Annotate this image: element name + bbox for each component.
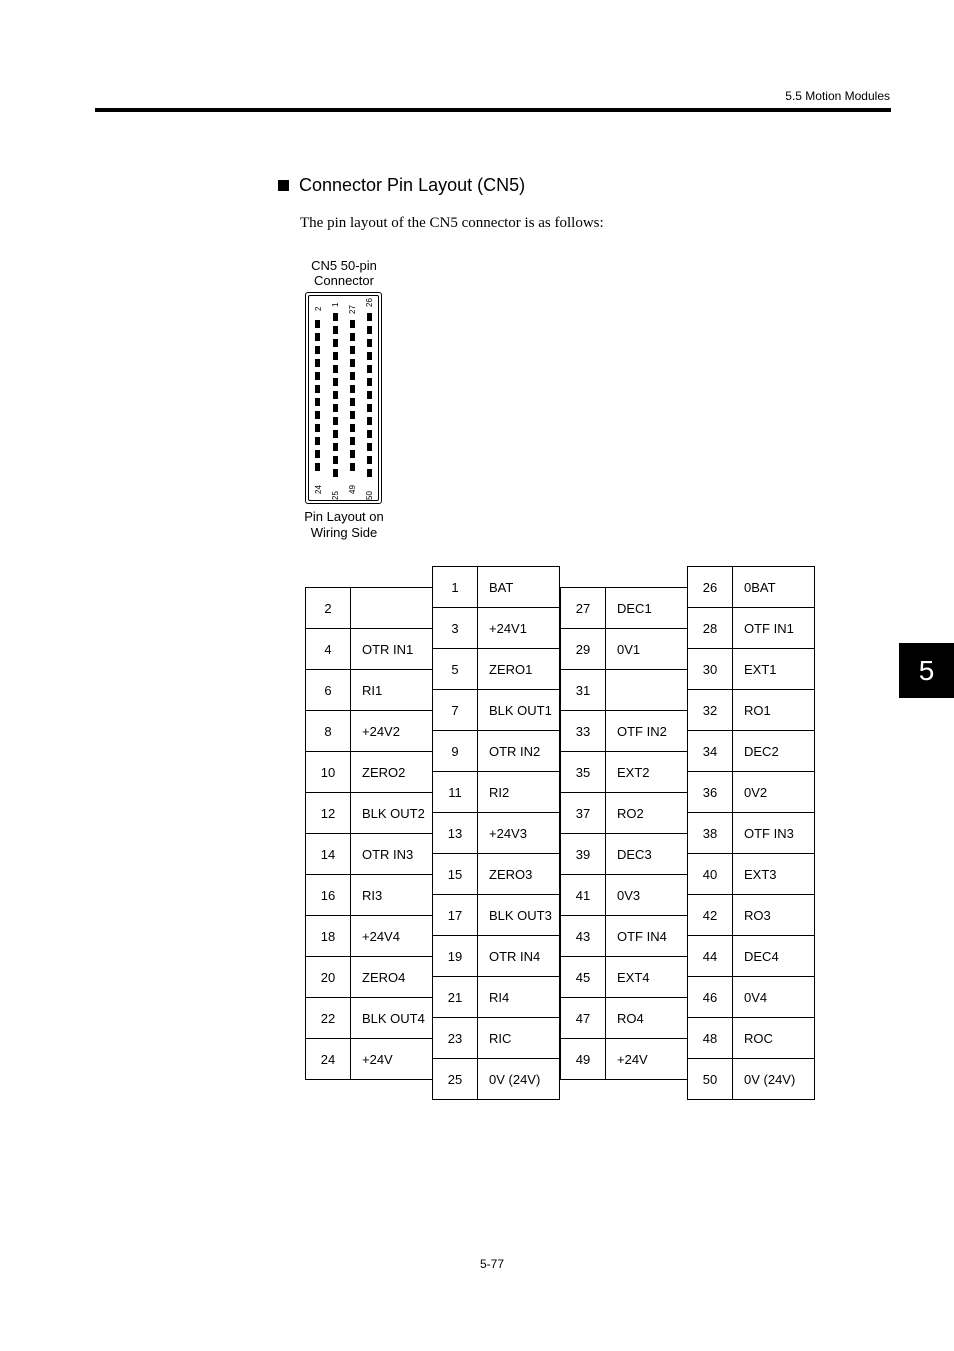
pin-signal: RI1: [351, 670, 433, 711]
pin-signal: RI4: [478, 977, 560, 1018]
pin-signal: +24V1: [478, 608, 560, 649]
pin-row: [688, 690, 815, 731]
pin-signal: OTR IN2: [478, 731, 560, 772]
pin-row: [306, 670, 433, 711]
pin-row: [433, 690, 560, 731]
pin-number: 25: [433, 1059, 478, 1100]
pin-row: [433, 649, 560, 690]
pin-number: 10: [306, 752, 351, 793]
pin-number: 12: [306, 793, 351, 834]
pin-row: [561, 711, 688, 752]
pin-row: [433, 813, 560, 854]
pin-signal: +24V4: [351, 916, 433, 957]
pin-label-bottom: 25: [331, 491, 340, 500]
pin-row: [561, 1039, 688, 1080]
pin-signal: BLK OUT4: [351, 998, 433, 1039]
pin-signal: 0V (24V): [733, 1059, 815, 1100]
pin-signal: DEC1: [606, 588, 688, 629]
pin-row: [433, 854, 560, 895]
caption-line: Pin Layout on: [304, 509, 384, 524]
pin-number: 27: [561, 588, 606, 629]
pin-number: 32: [688, 690, 733, 731]
running-header: 5.5 Motion Modules: [785, 89, 890, 103]
pin-signal: ZERO4: [351, 957, 433, 998]
pin-signal: EXT1: [733, 649, 815, 690]
pin-row: [306, 752, 433, 793]
pin-number: 9: [433, 731, 478, 772]
connector-caption-top: [290, 258, 398, 288]
pin-row: [306, 629, 433, 670]
pin-signal: RI2: [478, 772, 560, 813]
pin-row: [433, 936, 560, 977]
section-title: [278, 175, 525, 196]
pin-number: 3: [433, 608, 478, 649]
pin-number: 8: [306, 711, 351, 752]
pin-number: 48: [688, 1018, 733, 1059]
pin-signal: +24V3: [478, 813, 560, 854]
pin-label-bottom: 50: [365, 491, 374, 500]
pin-signal: EXT4: [606, 957, 688, 998]
pin-number: 17: [433, 895, 478, 936]
pin-signal: ZERO3: [478, 854, 560, 895]
pin-number: 34: [688, 731, 733, 772]
pin-signal: RI3: [351, 875, 433, 916]
intro-text: The pin layout of the CN5 connector is as follows:: [300, 215, 604, 231]
pin-signal: OTR IN4: [478, 936, 560, 977]
pin-row: [433, 731, 560, 772]
pin-number: 33: [561, 711, 606, 752]
pin-row: [561, 875, 688, 916]
pin-number: 31: [561, 670, 606, 711]
pin-signal: [351, 588, 433, 629]
pin-number: 40: [688, 854, 733, 895]
pin-signal: OTF IN4: [606, 916, 688, 957]
pin-signal: ZERO1: [478, 649, 560, 690]
pin-number: 7: [433, 690, 478, 731]
connector-diagram: [305, 292, 382, 504]
pin-signal: RO2: [606, 793, 688, 834]
pin-number: 11: [433, 772, 478, 813]
pin-number: 46: [688, 977, 733, 1018]
pin-row: [433, 977, 560, 1018]
pin-number: 15: [433, 854, 478, 895]
pin-number: 44: [688, 936, 733, 977]
pin-number: 22: [306, 998, 351, 1039]
pin-number: 24: [306, 1039, 351, 1080]
pin-signal: DEC2: [733, 731, 815, 772]
pin-row: [688, 1059, 815, 1100]
pin-number: 49: [561, 1039, 606, 1080]
pin-row: [688, 854, 815, 895]
square-bullet-icon: [278, 180, 289, 191]
pin-column-3: [350, 320, 355, 476]
pin-number: 41: [561, 875, 606, 916]
pin-number: 29: [561, 629, 606, 670]
pin-signal: DEC4: [733, 936, 815, 977]
pin-row: [688, 772, 815, 813]
pin-number: 38: [688, 813, 733, 854]
pin-signal: BLK OUT2: [351, 793, 433, 834]
pin-row: [306, 588, 433, 629]
pin-table-even-left: [305, 587, 433, 1080]
pin-signal: RO4: [606, 998, 688, 1039]
pin-row: [561, 588, 688, 629]
pin-signal: +24V2: [351, 711, 433, 752]
pin-signal: EXT2: [606, 752, 688, 793]
pin-signal: +24V: [351, 1039, 433, 1080]
pin-label-top: 27: [348, 305, 357, 314]
pin-signal: OTR IN3: [351, 834, 433, 875]
pin-row: [433, 772, 560, 813]
pin-row: [688, 1018, 815, 1059]
pin-row: [306, 1039, 433, 1080]
pin-row: [306, 957, 433, 998]
pin-row: [561, 752, 688, 793]
pin-row: [561, 629, 688, 670]
pin-signal: DEC3: [606, 834, 688, 875]
pin-signal: RO3: [733, 895, 815, 936]
pin-signal: EXT3: [733, 854, 815, 895]
pin-label-top: 2: [314, 306, 323, 311]
pin-signal: OTF IN1: [733, 608, 815, 649]
pin-signal: ROC: [733, 1018, 815, 1059]
pin-signal: OTR IN1: [351, 629, 433, 670]
pin-signal: 0V2: [733, 772, 815, 813]
page-number: 5-77: [480, 1257, 505, 1271]
pin-signal: BAT: [478, 567, 560, 608]
pin-signal: [606, 670, 688, 711]
pin-number: 37: [561, 793, 606, 834]
pin-column-2: [333, 313, 338, 482]
pin-number: 30: [688, 649, 733, 690]
pin-row: [306, 916, 433, 957]
pin-label-top: 1: [331, 302, 340, 307]
pin-signal: 0BAT: [733, 567, 815, 608]
pin-number: 5: [433, 649, 478, 690]
pin-number: 23: [433, 1018, 478, 1059]
pin-column-1: [315, 320, 320, 476]
pin-table-odd-left: [432, 566, 560, 1100]
pin-row: [561, 916, 688, 957]
pin-row: [688, 649, 815, 690]
pin-number: 1: [433, 567, 478, 608]
pin-table-even-right: [687, 566, 815, 1100]
pin-row: [688, 731, 815, 772]
pin-row: [688, 608, 815, 649]
caption-line: Connector: [314, 273, 374, 288]
pin-number: 43: [561, 916, 606, 957]
pin-signal: BLK OUT1: [478, 690, 560, 731]
pin-row: [561, 834, 688, 875]
pin-signal: 0V3: [606, 875, 688, 916]
pin-row: [688, 813, 815, 854]
pin-signal: BLK OUT3: [478, 895, 560, 936]
pin-number: 16: [306, 875, 351, 916]
pin-number: 35: [561, 752, 606, 793]
pin-row: [561, 670, 688, 711]
pin-number: 6: [306, 670, 351, 711]
pin-number: 2: [306, 588, 351, 629]
pin-signal: RIC: [478, 1018, 560, 1059]
pin-signal: 0V1: [606, 629, 688, 670]
pin-number: 39: [561, 834, 606, 875]
pin-row: [433, 1059, 560, 1100]
pin-number: 20: [306, 957, 351, 998]
pin-number: 47: [561, 998, 606, 1039]
pin-number: 4: [306, 629, 351, 670]
caption-line: CN5 50-pin: [311, 258, 377, 273]
pin-label-bottom: 49: [348, 485, 357, 494]
pin-row: [433, 895, 560, 936]
pin-row: [561, 998, 688, 1039]
pin-number: 28: [688, 608, 733, 649]
pin-row: [433, 1018, 560, 1059]
pin-row: [688, 567, 815, 608]
pin-signal: 0V (24V): [478, 1059, 560, 1100]
pin-column-4: [367, 313, 372, 482]
pin-label-bottom: 24: [314, 485, 323, 494]
pin-row: [688, 895, 815, 936]
pin-number: 19: [433, 936, 478, 977]
pin-row: [561, 793, 688, 834]
pin-row: [688, 977, 815, 1018]
pin-row: [306, 834, 433, 875]
pin-label-top: 26: [365, 298, 374, 307]
pin-row: [561, 957, 688, 998]
pin-number: 36: [688, 772, 733, 813]
chapter-tab: 5: [899, 643, 954, 698]
pin-number: 18: [306, 916, 351, 957]
section-title-text: Connector Pin Layout (CN5): [299, 175, 526, 195]
pin-signal: RO1: [733, 690, 815, 731]
pin-number: 26: [688, 567, 733, 608]
pin-signal: OTF IN3: [733, 813, 815, 854]
pin-row: [433, 567, 560, 608]
pin-row: [306, 875, 433, 916]
pin-row: [306, 793, 433, 834]
pin-number: 14: [306, 834, 351, 875]
pin-number: 42: [688, 895, 733, 936]
pin-number: 45: [561, 957, 606, 998]
pin-signal: ZERO2: [351, 752, 433, 793]
header-rule: [95, 108, 891, 112]
pin-number: 21: [433, 977, 478, 1018]
pin-table-odd-right: [560, 587, 688, 1080]
pin-signal: +24V: [606, 1039, 688, 1080]
pin-row: [433, 608, 560, 649]
caption-line: Wiring Side: [310, 525, 378, 540]
pin-number: 13: [433, 813, 478, 854]
pin-signal: 0V4: [733, 977, 815, 1018]
pin-number: 50: [688, 1059, 733, 1100]
pin-signal: OTF IN2: [606, 711, 688, 752]
pin-row: [306, 711, 433, 752]
pin-row: [688, 936, 815, 977]
pin-row: [306, 998, 433, 1039]
connector-caption-bottom: [290, 509, 398, 541]
